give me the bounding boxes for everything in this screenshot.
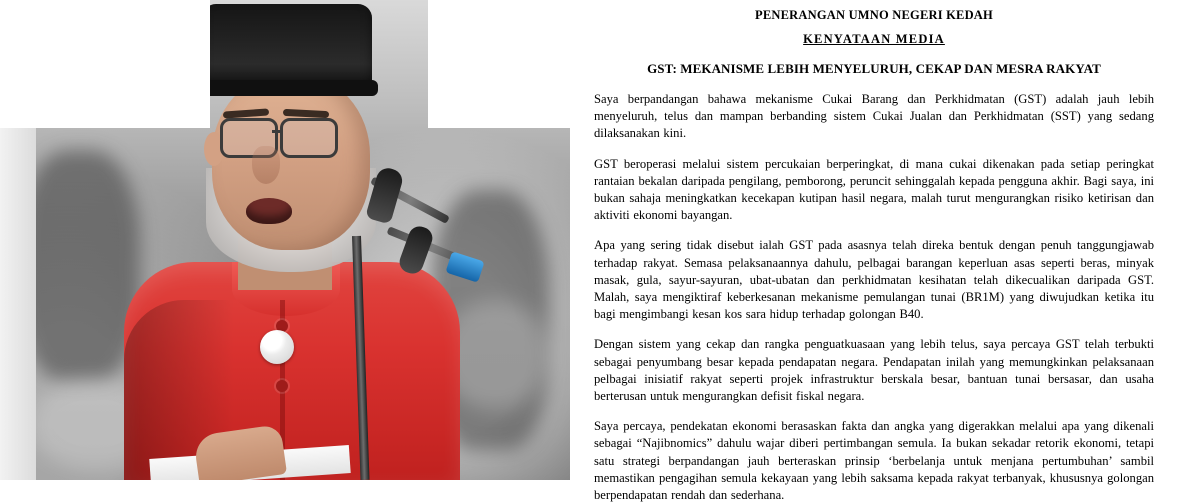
mouth <box>246 198 292 224</box>
statement-paragraph: GST beroperasi melalui sistem percukaian berperingkat, di mana cukai dikenakan pada setiap peringkat rantaian bekalan daripada pengilang, pemborong, peruncit sehinggalah kepada pengguna akhir. Bagi saya, ini bukan sahaja meningkatkan kecekapan kutipan hasil negara, malah turut mengurangkan risiko ketirisan dan aktiviti ekonomi bayangan. <box>594 156 1154 223</box>
statement-paragraph: Saya berpandangan bahawa mekanisme Cukai Barang dan Perkhidmatan (GST) adalah jauh lebih menyeluruh, telus dan mampan berbanding sistem Cukai Jualan dan Perkhidmatan (SST) yang sedang dilaksanakan kini. <box>594 92 1154 141</box>
photo-white-margin <box>0 0 210 128</box>
statement-paragraph: Saya percaya, pendekatan ekonomi berasaskan fakta dan angka yang digerakkan melalui apa yang dikenali sebagai “Najibnomics” dahulu wajar diberi pertimbangan semula. Ia bukan sekadar retorik ekonomi, tetapi satu strategi berpandangan jauh berteraskan prinsip ‘berbelanja untuk menjana pertumbuhan’ sambil memastikan pengagihan semula kekayaan yang lebih saksama kepada rakyat terbanyak, khususnya golongan berpendapatan rendah dan sederhana. <box>594 419 1154 503</box>
speaker-photo <box>0 0 570 480</box>
organisation-header: PENERANGAN UMNO NEGERI KEDAH <box>755 8 993 22</box>
nose <box>252 146 280 184</box>
lapel-badge <box>260 330 294 364</box>
face <box>212 74 370 250</box>
statement-title: GST: MEKANISME LEBIH MENYELURUH, CEKAP DAN MESRA RAKYAT <box>647 61 1101 76</box>
songkok-hat <box>202 4 372 90</box>
eyeglasses-lens <box>280 118 338 158</box>
statement-paragraph: Dengan sistem yang cekap dan rangka penguatkuasaan yang lebih telus, saya percaya GST telah terbukti sebagai penyumbang besar kepada pendapatan negara. Pendapatan inilah yang memungkinkan pelaksanaan pelbagai inisiatif rakyat seperti projek infrastruktur berskala besar, bantuan tunai bersasar, dan usaha berterusan untuk mengurangkan defisit fiskal negara. <box>594 337 1154 404</box>
garment-button <box>276 380 288 392</box>
statement-paragraph: Apa yang sering tidak disebut ialah GST pada asasnya telah direka bentuk dengan penuh tanggungjawab terhadap rakyat. Semasa pelaksanaannya dahulu, pelbagai barangan keperluan asas seperti beras, minyak masak, gula, sayur-sayuran, ubat-ubatan dan perkhidmatan kesihatan telah dikecualikan daripada GST. Malah, saya mengiktiraf keberkesanan mekanisme pemulangan tunai (BR1M) yang diwujudkan ketika itu bagi mengimbangi kesan kos sara hidup terhadap golongan B40. <box>594 238 1154 322</box>
background-wall <box>0 128 36 480</box>
statement-label: KENYATAAN MEDIA <box>803 32 945 46</box>
eyeglasses-bridge <box>272 130 282 133</box>
statement-body <box>594 91 1154 504</box>
photo-stage <box>0 0 570 480</box>
media-statement <box>570 0 1180 503</box>
photo-white-margin <box>428 0 570 128</box>
